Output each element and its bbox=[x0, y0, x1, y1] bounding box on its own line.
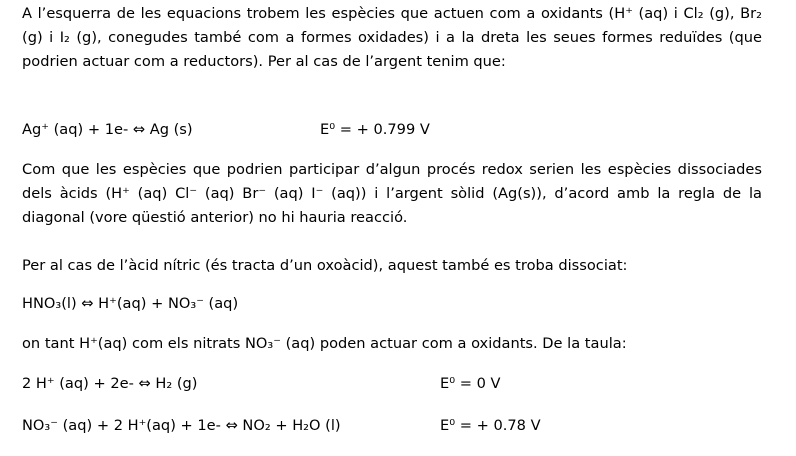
paragraph-dissociated: Com que les espècies que podrien participar d’algun procés redox serien les espècies dissociades dels àcids (H⁺ (aq) Cl⁻ (aq) Br⁻ (aq) I⁻ (aq)) i l’argent sòlid (Ag(s)), d’acord amb la regla de la diagonal (vore qüestió anterior) no hi hauria reacció. bbox=[22, 161, 762, 226]
paragraph-nitric: Per al cas de l’àcid nítric (és tracta d’un oxoàcid), aquest també es troba dissociat: bbox=[22, 257, 628, 274]
equation-nitric-reaction: HNO₃(l) ⇔ H⁺(aq) + NO₃⁻ (aq) bbox=[22, 295, 239, 312]
equation-hydrogen-reaction: 2 H⁺ (aq) + 2e- ⇔ H₂ (g) bbox=[22, 375, 198, 392]
equation-silver-potential: E⁰ = + 0.799 V bbox=[320, 121, 430, 138]
paragraph-oxidants: on tant H⁺(aq) com els nitrats NO₃⁻ (aq) poden actuar com a oxidants. De la taula: bbox=[22, 335, 627, 352]
equation-silver-reaction: Ag⁺ (aq) + 1e- ⇔ Ag (s) bbox=[22, 121, 193, 138]
equation-nitrate-reaction: NO₃⁻ (aq) + 2 H⁺(aq) + 1e- ⇔ NO₂ + H₂O (l) bbox=[22, 417, 341, 434]
equation-nitrate-potential: E⁰ = + 0.78 V bbox=[440, 417, 541, 434]
equation-hydrogen-potential: E⁰ = 0 V bbox=[440, 375, 501, 392]
paragraph-intro: A l’esquerra de les equacions trobem les espècies que actuen com a oxidants (H⁺ (aq) i Cl₂ (g), Br₂ (g) i I₂ (g), conegudes també com a formes oxidades) i a la dreta les seues formes reduïdes (que podrien actuar com a reductors). Per al cas de l’argent tenim que: bbox=[22, 5, 762, 70]
